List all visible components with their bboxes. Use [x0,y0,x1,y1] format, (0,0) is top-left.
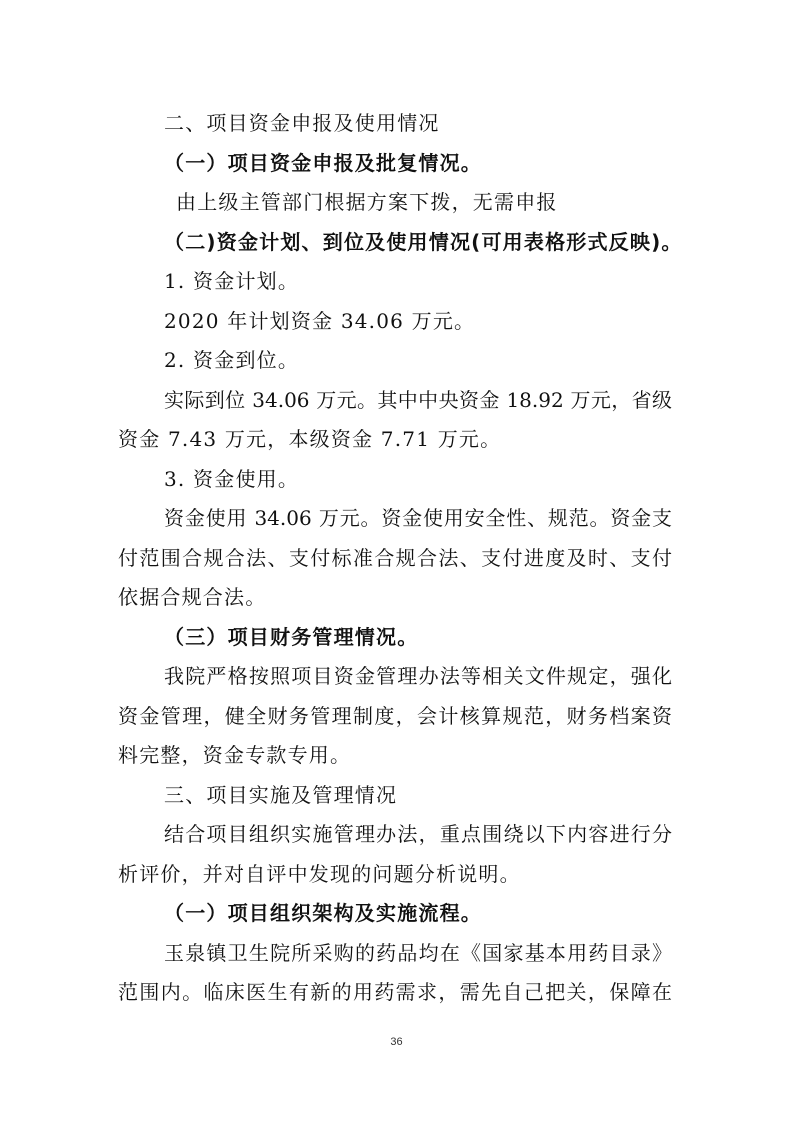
subheading-financial-management: （三）项目财务管理情况。 [164,625,419,649]
paragraph-fund-usage-line-3: 依据合规合法。 [118,585,267,609]
paragraph-fund-arrival-line-1: 实际到位 34.06 万元。其中中央资金 18.92 万元，省级 [164,388,672,412]
paragraph-organization-line-2: 范围内。临床医生有新的用药需求，需先自己把关，保障在 [118,980,672,1004]
paragraph-fund-application: 由上级主管部门根据方案下拨，无需申报 [176,190,558,214]
paragraph-fund-arrival-line-2: 资金 7.43 万元，本级资金 7.71 万元。 [118,427,502,451]
paragraph-implementation-line-2: 析评价，并对自评中发现的问题分析说明。 [118,862,521,886]
section-heading-implementation: 三、项目实施及管理情况 [164,783,398,807]
section-heading-funds: 二、项目资金申报及使用情况 [164,111,440,135]
paragraph-financial-management-line-3: 料完整，资金专款专用。 [118,743,352,767]
item-fund-arrival: 2. 资金到位。 [164,348,300,372]
item-fund-plan: 1. 资金计划。 [164,269,300,293]
paragraph-financial-management-line-2: 资金管理，健全财务管理制度，会计核算规范，财务档案资 [118,704,672,728]
subheading-fund-plan: （二)资金计划、到位及使用情况(可用表格形式反映)。 [164,230,683,254]
paragraph-fund-plan: 2020 年计划资金 34.06 万元。 [164,309,476,333]
subheading-fund-application: （一）项目资金申报及批复情况。 [164,151,482,175]
paragraph-fund-usage-line-2: 付范围合规合法、支付标准合规合法、支付进度及时、支付 [118,546,672,570]
paragraph-implementation-line-1: 结合项目组织实施管理办法，重点围绕以下内容进行分 [164,822,672,846]
item-fund-usage: 3. 资金使用。 [164,467,300,491]
paragraph-organization-line-1: 玉泉镇卫生院所采购的药品均在《国家基本用药目录》 [164,941,672,965]
paragraph-fund-usage-line-1: 资金使用 34.06 万元。资金使用安全性、规范。资金支 [164,506,672,530]
page-number: 36 [390,1036,403,1048]
paragraph-financial-management-line-1: 我院严格按照项目资金管理办法等相关文件规定，强化 [164,664,672,688]
subheading-organization-structure: （一）项目组织架构及实施流程。 [164,901,482,925]
